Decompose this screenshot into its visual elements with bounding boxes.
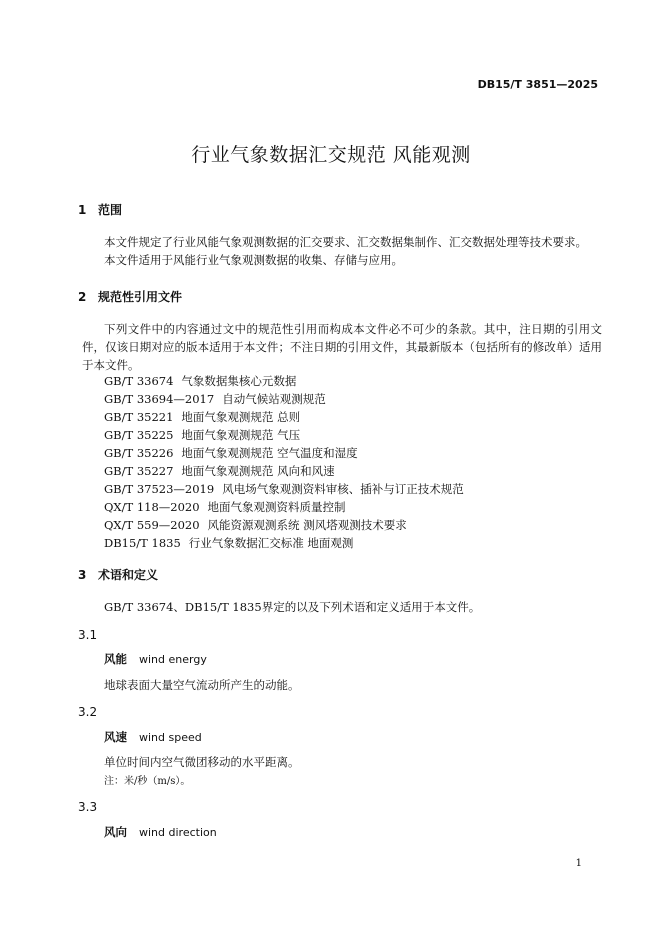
term-en: wind energy — [139, 653, 207, 666]
reference-item — [104, 372, 296, 390]
reference-item — [104, 480, 464, 498]
section-2-heading — [78, 288, 182, 305]
reference-title: 自动气候站观测规范 — [222, 392, 326, 406]
paragraph: 下列文件中的内容通过文中的规范性引用而构成本文件必不可少的条款。其中，注日期的引用文件，仅该日期对应的版本适用于本文件；不注日期的引用文件，其最新版本（包括所有的修改单）适用于本文件。 — [82, 322, 602, 372]
reference-item — [104, 408, 300, 426]
reference-id: GB/T 35226 — [104, 446, 174, 460]
reference-item — [104, 390, 326, 408]
reference-id: GB/T 35225 — [104, 428, 174, 442]
reference-item — [104, 426, 300, 444]
section-number: 1 — [78, 203, 87, 217]
term-en: wind direction — [139, 826, 217, 839]
reference-item — [104, 444, 358, 462]
term-definition: 地球表面大量空气流动所产生的动能。 — [104, 678, 300, 692]
reference-title: 地面气象观测资料质量控制 — [207, 500, 346, 514]
section-3-heading — [78, 566, 158, 583]
reference-title: 气象数据集核心元数据 — [181, 374, 297, 388]
reference-title: 行业气象数据汇交标准 地面观测 — [188, 536, 354, 550]
term-number: 3.2 — [78, 705, 98, 719]
paragraph: 本文件规定了行业风能气象观测数据的汇交要求、汇交数据集制作、汇交数据处理等技术要求。 — [104, 235, 587, 249]
reference-title: 风电场气象观测资料审核、插补与订正技术规范 — [222, 482, 464, 496]
section-number: 3 — [78, 568, 87, 582]
reference-id: DB15/T 1835 — [104, 536, 181, 550]
term-entry — [104, 651, 207, 667]
page-number: 1 — [575, 858, 582, 869]
term-entry — [104, 824, 217, 840]
reference-title: 地面气象观测规范 风向和风速 — [181, 464, 335, 478]
reference-title: 地面气象观测规范 气压 — [181, 428, 301, 442]
term-note: 注：米/秒（m/s）。 — [104, 776, 191, 787]
reference-title: 地面气象观测规范 空气温度和湿度 — [181, 446, 358, 460]
term-number: 3.1 — [78, 628, 98, 642]
section-title: 规范性引用文件 — [98, 290, 183, 304]
term-definition: 单位时间内空气微团移动的水平距离。 — [104, 755, 300, 769]
paragraph: GB/T 33674、DB15/T 1835界定的以及下列术语和定义适用于本文件。 — [104, 600, 481, 614]
reference-item — [104, 462, 335, 480]
section-1-heading — [78, 201, 122, 218]
reference-id: GB/T 33694—2017 — [104, 392, 215, 406]
reference-id: GB/T 35227 — [104, 464, 174, 478]
term-entry — [104, 729, 202, 745]
reference-id: GB/T 35221 — [104, 410, 174, 424]
reference-id: GB/T 33674 — [104, 374, 174, 388]
section-title: 术语和定义 — [98, 568, 159, 582]
paragraph: 本文件适用于风能行业气象观测数据的收集、存储与应用。 — [104, 253, 403, 267]
reference-title: 地面气象观测规范 总则 — [181, 410, 301, 424]
term-cn: 风能 — [104, 652, 127, 666]
reference-id: QX/T 559—2020 — [104, 518, 200, 532]
term-number: 3.3 — [78, 800, 98, 814]
term-cn: 风速 — [104, 730, 127, 744]
document-title: 行业气象数据汇交规范 风能观测 — [191, 144, 471, 166]
term-en: wind speed — [139, 731, 202, 744]
reference-id: QX/T 118—2020 — [104, 500, 200, 514]
document-code: DB15/T 3851—2025 — [477, 78, 598, 91]
reference-item — [104, 534, 353, 552]
section-title: 范围 — [98, 203, 123, 217]
reference-title: 风能资源观测系统 测风塔观测技术要求 — [207, 518, 407, 532]
term-cn: 风向 — [104, 825, 127, 839]
reference-item — [104, 516, 407, 534]
section-number: 2 — [78, 290, 87, 304]
reference-item — [104, 498, 346, 516]
reference-id: GB/T 37523—2019 — [104, 482, 215, 496]
